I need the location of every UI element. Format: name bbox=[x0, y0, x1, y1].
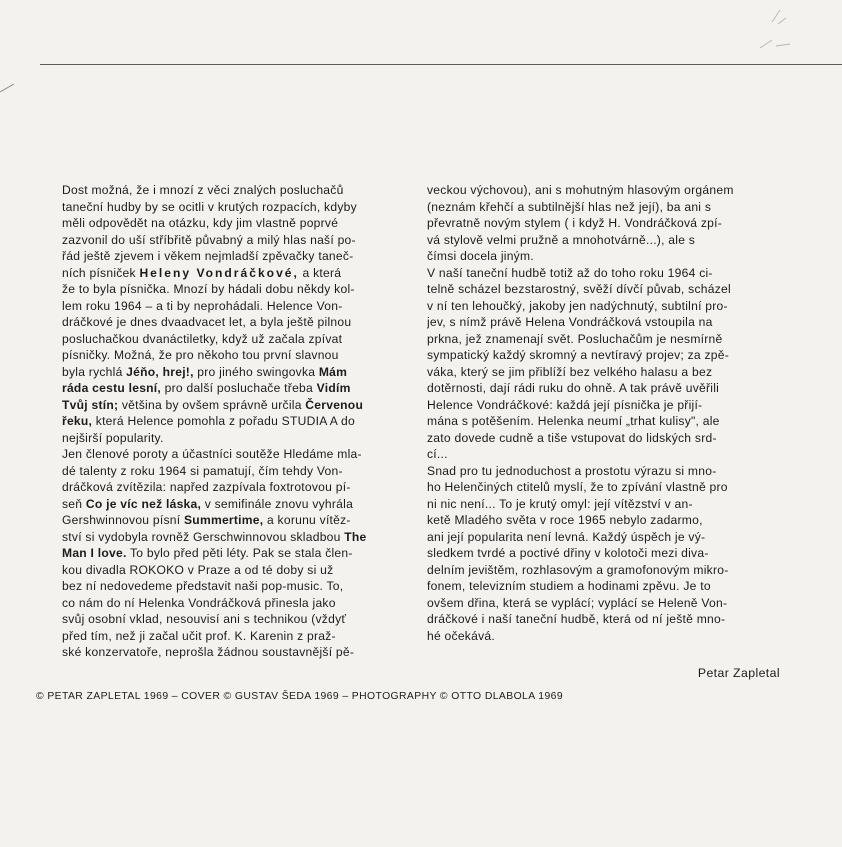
article-line: dráčkové je dnes dvaadvacet let, a byla ještě pilnou bbox=[62, 315, 352, 329]
article-line: převratně novým stylem ( i když H. Vondráčková zpí- bbox=[427, 216, 723, 230]
article-line: zazvonil do uší stříbřitě půvabný a milý hlas naší po- bbox=[62, 232, 356, 247]
article-line: (neznám křehčí a subtilnější hlas než její), ba ani s bbox=[427, 199, 712, 214]
article-line: čímsi docela jiným. bbox=[427, 249, 534, 263]
article-line: vá stylově velmi pružně a mnohotvárně...), ale s bbox=[427, 232, 696, 247]
article-line: taneční hudby by se ocitli v krutých rozpacích, kdyby bbox=[62, 199, 357, 214]
article-line: Jen členové poroty a účastníci soutěže Hledáme mla- bbox=[62, 447, 362, 461]
article-line: ketě Mladého světa v roce 1965 nebylo zadarmo, bbox=[427, 513, 703, 527]
top-rule bbox=[40, 64, 842, 65]
article-line: veckou výchovou), ani s mohutným hlasovým orgánem bbox=[427, 183, 734, 197]
article-line: ani její popularita není levná. Každý úspěch je vý- bbox=[427, 529, 706, 544]
article-line: ské konzervatoře, neprošla žádnou soustavnější pě- bbox=[62, 645, 355, 659]
article-line: V naší taneční hudbě totiž až do toho roku 1964 ci- bbox=[427, 265, 713, 280]
article-line: sledkem tvrdé a poctivé dřiny v kolotoči mezi diva- bbox=[427, 546, 709, 560]
article-line: telně scházel bezstarostný, svěží dívčí půvab, scházel bbox=[427, 282, 731, 296]
article-line: hé očekává. bbox=[427, 628, 495, 643]
article-line: že to byla písnička. Mnozí by hádali dobu někdy kol- bbox=[62, 282, 355, 296]
article-line: měli odpovědět na otázku, kdy jim vlastně poprvé bbox=[62, 216, 339, 230]
article-line: řeku, která Helence pomohla z pořadu STUDIA A do bbox=[62, 414, 356, 428]
article-line: dráčkové i naší taneční hudbě, která od ní ještě mno- bbox=[427, 612, 726, 626]
article-column-left bbox=[62, 182, 412, 661]
article-line: nejširší popularity. bbox=[62, 430, 164, 445]
article-line: Gershwinnovou písní Summertime, a korunu vítěz- bbox=[62, 513, 351, 527]
article-line: kou divadla ROKOKO v Praze a od té doby si už bbox=[62, 562, 334, 577]
article-line: v ní ten lehoučký, jakoby jen nadýchnutý, subtilní pro- bbox=[427, 298, 728, 313]
pencil-mark bbox=[0, 0, 842, 120]
article-line: Tvůj stín; většina by ovšem správně určila Červenou bbox=[62, 397, 364, 412]
article-line: ni nic není... To je krutý omyl: její vítězství v an- bbox=[427, 496, 693, 511]
article-line: Snad pro tu jednoduchost a prostotu výrazu si mno- bbox=[427, 463, 717, 478]
article-line: sympatický každý skromný a nevtíravý projev; za zpě- bbox=[427, 348, 730, 362]
article-line: Helence Vondráčkové: každá její písnička je přijí- bbox=[427, 397, 703, 412]
article-line: bez ní nedovedeme představit naši pop-music. To, bbox=[62, 579, 344, 593]
article-column-right bbox=[427, 182, 779, 644]
article-line: Dost možná, že i mnozí z věci znalých posluchačů bbox=[62, 183, 344, 197]
article-line: posluchačkou dvanáctiletky, když už začala zpívat bbox=[62, 331, 343, 346]
copyright-credits: © PETAR ZAPLETAL 1969 – COVER © GUSTAV ŠEDA 1969 – PHOTOGRAPHY © OTTO DLABOLA 1969 bbox=[36, 691, 563, 702]
article-line: seň Co je víc než láska, v semifinále znovu vyhrála bbox=[62, 496, 354, 511]
article-line: jev, s nímž právě Helena Vondráčková vstoupila na bbox=[427, 315, 713, 329]
article-line: delním jevištěm, rozhlasovým a gramofonovým mikro- bbox=[427, 562, 729, 577]
article-line: co nám do ní Helenka Vondráčková přinesla jako bbox=[62, 595, 336, 610]
article-line: před tím, než ji začal učit prof. K. Karenin z praž- bbox=[62, 628, 336, 643]
article-line: ovšem dřina, která se vyplácí; vyplácí se Heleně Von- bbox=[427, 595, 728, 610]
article-line: písničky. Možná, že pro někoho tou první slavnou bbox=[62, 348, 339, 362]
article-line: dotěrnosti, dají rádi ruku do ohně. A tak právě uvěřili bbox=[427, 381, 720, 395]
article-line: Man I love. To bylo před pěti léty. Pak se stala člen- bbox=[62, 546, 353, 560]
author-signature: Petar Zapletal bbox=[697, 666, 780, 680]
article-line: prkna, jež znamenají svět. Posluchačům je nesmírně bbox=[427, 331, 723, 346]
article-line: váka, který se jim přiblíží bez velkého halasu a bez bbox=[427, 364, 713, 379]
article-line: ních písniček Heleny Vondráčkové, a která bbox=[62, 265, 342, 280]
article-line: ství si vydobyla rovněž Gerschwinnovou skladbou The bbox=[62, 529, 367, 544]
article-line: ho Helenčiných ctitelů myslí, že to zpívání vlastně pro bbox=[427, 480, 728, 494]
article-line: fonem, televizním studiem a hodinami zpěvu. Je to bbox=[427, 579, 711, 593]
article-line: lem roku 1964 – a ti by neprohádali. Helence Von- bbox=[62, 298, 343, 313]
article-line: ráda cestu lesní, pro další posluchače třeba Vidím bbox=[62, 381, 351, 395]
article-line: dé talenty z roku 1964 si pamatují, čím tehdy Von- bbox=[62, 463, 343, 478]
article-line: řád ještě zjevem i věkem nejmladší zpěvačky taneč- bbox=[62, 249, 354, 263]
article-line: dráčková zvítězila: napřed zazpívala foxtrotovou pí- bbox=[62, 480, 351, 494]
article-line: mána s potěšením. Helenka neumí „trhat kulisy", ale bbox=[427, 414, 720, 428]
article-line: svůj osobní vklad, nesouvisí ani s technikou (vždyť bbox=[62, 612, 347, 626]
article-line: zato dovede cudně a tiše vstupovat do lidských srd- bbox=[427, 430, 717, 445]
article-line: cí... bbox=[427, 447, 448, 461]
article-line: byla rychlá Jéňo, hrej!, pro jiného swingovka Mám bbox=[62, 364, 348, 379]
